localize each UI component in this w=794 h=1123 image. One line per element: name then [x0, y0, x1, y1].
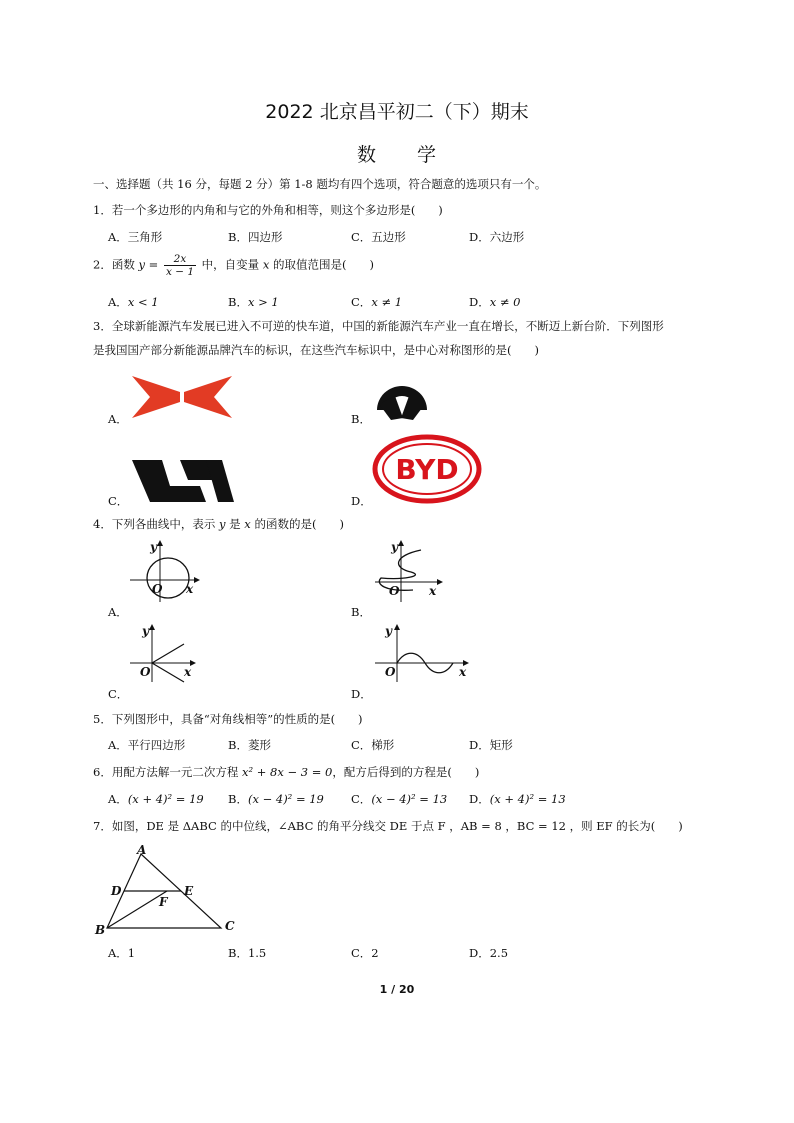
y-label: y: [385, 624, 392, 638]
logo-d-text: BYD: [395, 453, 459, 486]
question-4-text: 4．下列各曲线中，表示 y 是 x 的函数的是( ): [93, 517, 344, 531]
q1-option-a: A．三角形: [108, 230, 163, 244]
q4-graph-d: [373, 622, 473, 684]
x-label: x: [184, 665, 192, 679]
q2-numerator: 2x: [164, 253, 196, 266]
q4-graph-a: [128, 538, 200, 604]
y-label: y: [150, 540, 157, 554]
q6-option-b: B．(x − 4)² = 19: [228, 792, 324, 806]
y-label: y: [391, 540, 398, 554]
y-label: y: [142, 624, 149, 638]
page-number: 1 / 20: [379, 983, 415, 996]
q2-fraction: [164, 253, 196, 278]
section-heading: 一、选择题（共 16 分，每题 2 分）第 1-8 题均有四个选项，符合题意的选项只有一个。: [93, 177, 547, 191]
logo-b-image: [373, 370, 431, 422]
y-axis-arrow: [157, 540, 163, 546]
q1-option-b: B．四边形: [228, 230, 283, 244]
q2-var-y: y: [138, 257, 145, 272]
origin-label: O: [140, 665, 151, 679]
x-label: x: [429, 584, 437, 598]
x-axis-arrow: [194, 577, 200, 583]
y-axis-arrow: [398, 540, 404, 546]
point-e-label: E: [184, 884, 194, 898]
q7-option-d: D．2.5: [469, 946, 509, 960]
logo-a-left-wing: [132, 376, 180, 418]
q4-option-b: B．: [351, 605, 371, 619]
q3-option-b: B．: [351, 412, 371, 426]
q4-option-d: D．: [351, 687, 372, 701]
x-label: x: [459, 665, 467, 679]
q5-option-a: A．平行四边形: [108, 738, 186, 752]
y-axis-arrow: [394, 624, 400, 630]
point-d-label: D: [111, 884, 122, 898]
s-curve: [379, 550, 421, 590]
q7-option-a: A．1: [108, 946, 136, 960]
q6-option-a: A．(x + 4)² = 19: [108, 792, 204, 806]
q6-option-d: D．(x + 4)² = 13: [469, 792, 566, 806]
q7-option-b: B．1.5: [228, 946, 267, 960]
q2-option-d: D．x ≠ 0: [469, 295, 521, 309]
logo-a-image: [130, 374, 234, 420]
q2-mid: 中，自变量: [198, 257, 263, 272]
question-1-text: 1．若一个多边形的内角和与它的外角和相等，则这个多边形是( ): [93, 203, 443, 217]
q4-option-c: C．: [108, 687, 129, 701]
question-2-text: [93, 253, 374, 278]
question-6-text: 6．用配方法解一元二次方程 x² + 8x − 3 = 0，配方后得到的方程是( ): [93, 765, 480, 779]
q2-equals: =: [144, 257, 162, 272]
question-7-text: 7．如图，DE 是 ΔABC 的中位线，∠ABC 的角平分线交 DE 于点 F ，AB = 8 ，BC = 12 ，则 EF 的长为( ): [93, 819, 683, 833]
q3-option-d: D．: [351, 494, 372, 508]
q5-option-b: B．菱形: [228, 738, 271, 752]
logo-a-right-wing: [184, 376, 232, 418]
page-title: 2022 北京昌平初二（下）期末: [265, 101, 529, 123]
q2-option-b: B．x > 1: [228, 295, 279, 309]
q4-graph-c: [128, 622, 200, 684]
origin-label: O: [385, 665, 396, 679]
q3-option-c: C．: [108, 494, 129, 508]
q2-var-x: x: [262, 257, 270, 272]
logo-c-shape-3: [206, 460, 234, 502]
q1-option-d: D．六边形: [469, 230, 525, 244]
point-a-label: A: [137, 843, 147, 857]
x-label: x: [186, 582, 194, 596]
logo-d-image: [373, 435, 483, 503]
logo-c-image: [130, 458, 236, 502]
question-3-line-1: 3．全球新能源汽车发展已进入不可逆的快车道，中国的新能源汽车产业一直在增长，不断迈上新台阶．下列图形: [93, 319, 664, 333]
origin-label: O: [389, 584, 400, 598]
question-5-text: 5．下列图形中，具备“对角线相等”的性质的是( ): [93, 712, 363, 726]
q6-option-c: C．(x − 4)² = 13: [351, 792, 448, 806]
q3-option-a: A．: [108, 412, 128, 426]
q2-suffix: 的取值范围是( ): [269, 257, 374, 272]
subject-title: 数 学: [356, 144, 437, 166]
q4-option-a: A．: [108, 605, 128, 619]
origin-label: O: [152, 582, 163, 596]
q5-option-c: C．梯形: [351, 738, 395, 752]
q7-option-c: C．2: [351, 946, 379, 960]
x-axis-arrow: [437, 579, 443, 585]
q2-option-c: C．x ≠ 1: [351, 295, 403, 309]
point-f-label: F: [159, 895, 168, 909]
q2-prefix: 2．函数: [93, 257, 139, 272]
q2-denominator: x − 1: [165, 266, 195, 278]
point-c-label: C: [225, 919, 235, 933]
point-b-label: B: [95, 923, 106, 937]
q7-triangle-figure: [93, 842, 243, 938]
q4-graph-b: [373, 538, 445, 604]
question-3-line-2: 是我国国产部分新能源品牌汽车的标识，在这些汽车标识中，是中心对称图形的是( ): [93, 343, 539, 357]
q5-option-d: D．矩形: [469, 738, 513, 752]
q2-option-a: A．x < 1: [108, 295, 159, 309]
y-axis-arrow: [149, 624, 155, 630]
q1-option-c: C．五边形: [351, 230, 406, 244]
